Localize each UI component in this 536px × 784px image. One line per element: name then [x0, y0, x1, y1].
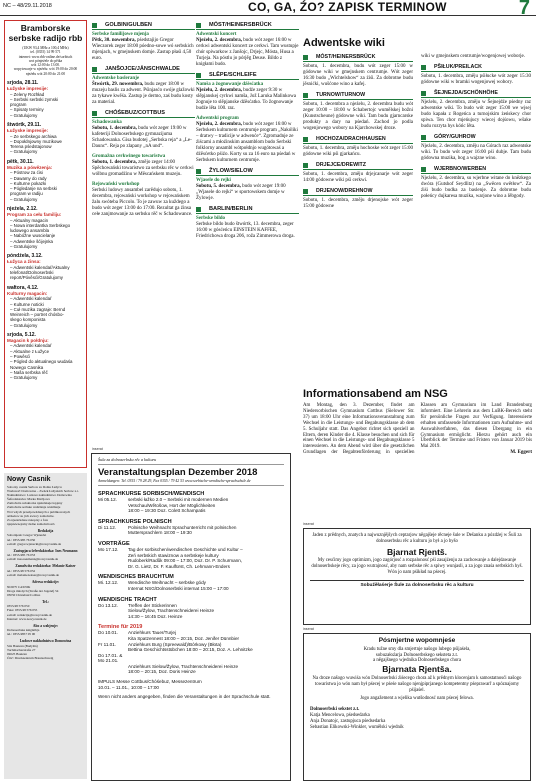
rubric-label: SLĚPE/SCHLEIFE — [209, 72, 257, 78]
plan-row-text: Anziehkurs Tauer/Turjej — [128, 630, 177, 636]
plan-row-text: Dr. G. Lietz, Dr. F. Kaulfürst, Ch. Lehmann-Enders — [128, 563, 230, 569]
rubric-marker — [196, 23, 201, 28]
impressum-line: Sobotny casnik Serbow za Dolnu Łužycu — [7, 485, 62, 489]
impressum-heading: Zamołwita redaktorka: Melanie Kaiser — [15, 564, 76, 569]
advent-rubric — [303, 162, 413, 170]
event-body: budo wót zeger 16:00 w cerkwi adwentski koncert ze cerkwi. Tam wustupje chór spiwarkow z Janšojc, Drjejc, Mósta, Husa a Turjeja. Na póstlu jo pórjěg Deuse. Bildo z knigłami budo. — [196, 38, 299, 67]
tribute-signature: Sobuźěłaśerje Šule za dolnoserbsku rěc a kulturu — [310, 580, 524, 589]
rubric-label: JANŠOJCE/JÄNSCHWALDE — [105, 66, 180, 72]
plan-row-text: Anziehkurs Burg (Spreewald)/Bórkowy (Błota) — [128, 641, 222, 647]
plan-section-heading: SPRACHKURSE SORBISCH/WENDISCH — [98, 491, 205, 497]
radio-day-program: Łužyske impresije: — [7, 86, 49, 92]
radio-day — [7, 332, 84, 381]
radio-day — [7, 206, 84, 249]
impressum-line: Wót wšych przedpowědanych a publikowanych — [7, 509, 71, 514]
plan-subtitle: Anmeldungen: Tel. 0355 / 79 28 29, Fax 0355 / 79 42 53 www.sorbische-wendische-sprachschule.de — [98, 479, 284, 486]
impressum-line: e-mail: ines.neumann@nowycasnik.de — [7, 557, 59, 562]
radio-day-item: – Ze serbskego archiwa — [10, 133, 57, 139]
plan-row-text: Bettina Geschichtsstübchen 18:00 – 20:15, Doz. A. Lehnitzke — [128, 647, 253, 653]
radio-day-item: Nowego Casnika — [10, 364, 44, 370]
event-body: Serbske bildo budo štwórtk, 13. decembra, zeger 16:00 w gósćeńcu EINSTEIN KAFFEE, Friedrichowa droga 206, roža Zimmerowa droga. — [196, 222, 295, 239]
radio-day-item: – Dawamy do rady — [10, 175, 47, 181]
event-date: Njeźelu, 2. decembra, — [196, 38, 242, 43]
advent-text: Sobotu, 1. decembra a njeźelu, 2. decembra budu wót zeger 10:00 – 18:00 w Schabertojc wumělskej božni (Kunstscheune) gódowne wiki. Tam budu gjarncarske produkty a dary na pśedań. Zachod jo podla wogenjowego wobory na Kjarchowskej droze. — [303, 102, 413, 131]
event-body: budu wót zeger 19:00 w kafeteriji Dolnoserbskego gymnazijuma Schadowanka. Gisa budotej „Serbska reja“ a „Le-Daunc“. Reja po zlapany „nA und“. — [92, 126, 192, 149]
rubric-marker — [421, 167, 426, 172]
obituary-name: Bjarnata Rjentša. — [382, 664, 452, 675]
advent-rubric — [303, 188, 413, 196]
rubric-label: WJERBNO/WERBEN — [434, 166, 487, 172]
info-signature: M. Eggert — [510, 450, 532, 456]
event-date: Sobotu, 5. decembra, — [196, 184, 241, 189]
radio-info-line: wot pónjeźele do pětka — [28, 58, 63, 63]
event-body: budźe zeger 9:30 w slěpjanskej cyrkwi namša, Jož Laruka Malinkowa žognuje to slěpjanske dźěsćatko. To žognowanje budźe lěta 100. raz. — [196, 88, 296, 111]
plan-row — [98, 586, 284, 592]
rubric-label: MÓST/HEINERSBRÜCK — [209, 22, 272, 28]
advent-heading: Adwentske wiki — [303, 37, 385, 49]
plan-row-text: Zeń serbskich stawiznow a serbskeje kultury — [128, 552, 219, 558]
info-evening-article — [303, 388, 532, 456]
radio-day-item: – Póstrow za ćisi — [10, 170, 43, 176]
impressum-line: Faks: 0355/48 576 055 — [7, 608, 38, 613]
plan-row-text: Anziehkurs Sielow/Žylow, Trachtenschneiderei Heinze — [128, 663, 239, 669]
page-header — [0, 0, 536, 19]
advent-rubric — [421, 166, 531, 174]
plan-row-date — [98, 564, 128, 570]
veranstaltungsplan-box — [91, 453, 291, 781]
impressum-line: e-mail: melanie.kaiser@nowycasnik.de — [7, 573, 60, 577]
advent-text: Sobotu, 1. decembra, budu wót zeger 15:00 w gódowne wiki w gmejnskem centrumje. Wót zeger 16:30 budo „Wichtelshow“ za źiśi. Za dobrotne budu jěsnićki, wušćone wino a kafej. — [303, 64, 413, 87]
advent-rubric — [421, 90, 531, 98]
radio-day-item: – Gratulujomy — [10, 375, 38, 381]
issue-label: NC – 48/29.11.2018 — [3, 3, 52, 9]
radio-info-line: tel. (0355) 14 99 571 — [30, 50, 61, 55]
event-text — [196, 88, 299, 112]
radio-day — [7, 159, 84, 202]
advent-text: Sobotu, 1. decembra, změju hochoske wót zeger 15:00 gódowne wiki pśi gjarkańcu. — [303, 146, 413, 157]
advent-text: Njeźelu, 2. decembra, změju w Šejnejdźe pśedny raz adwentske wiki. To budo wót zeger 15:00 we wjsej budo kapała z Rogeńca a turnojskim żeńskecy chor spiwa. Ten chor mjeńujucy wiecej dojśowu, wšake budu rozryta hys kóńc lěta. — [421, 100, 531, 129]
plan-row-date — [98, 669, 128, 675]
plan-organization: Šula za dolnoserbsku rěc a kulturu — [98, 457, 284, 465]
tribute-intro: Jaden z prědnych, znatych a najwuznjějšych ceptarjow něgajšeje rěcneje šule w Dešanku a pózdźej w Šuli za dolnoserbsku rěc a kulturu jo był a jo byšo — [312, 533, 522, 544]
plan-row-date: Do 17.01. & Mo 21.01. — [98, 652, 123, 664]
impressum-heading: Abo a wabjenje: — [32, 623, 59, 628]
plan-row-date: Mi 05.12. — [98, 497, 117, 502]
event-title: Gromažna cerkwinego towaristwa — [92, 154, 166, 159]
event-date: Sobotu, 1. decembra, — [92, 160, 137, 165]
impressum-line: NOWY CASNIK — [7, 584, 31, 589]
obituary-signer: Katja Mencelowa, pśedsedarka — [310, 712, 370, 718]
event-title: Serbske bildo — [196, 216, 226, 221]
radio-day-program: Magacin k połdnju: — [7, 337, 49, 343]
radio-day-item: – Pógled do aktualnego wudaśa — [10, 359, 73, 365]
impressum-line: 0355/48 576 050 — [7, 604, 30, 609]
info-text — [303, 403, 532, 456]
plan-row-date — [98, 586, 128, 592]
impressum-sections — [7, 529, 84, 660]
impressum-heading: Zastupjaca šefredaktorka: Ines Neumann — [13, 548, 78, 553]
impressum-line: Zamołwita redaktorka njeźelskeje łopjeny — [7, 501, 63, 506]
radio-day-item: – Adwentski kalendaŕ — [10, 296, 52, 302]
impressum-heading: Ludowe nakładnistwo Domowina — [19, 639, 72, 644]
event-title: Namša a żognowanje dźěsćatka — [196, 82, 264, 87]
event-title: Serbske familijowe mjenja — [92, 32, 149, 37]
event-date: Njeźelu, 2. decembra, — [196, 122, 242, 127]
impressum-heading: Tel.: — [42, 599, 49, 604]
impressum-line: Tuchmacherstraße 27 — [7, 648, 36, 653]
rubric-label: BARLIN/BERLIN — [209, 206, 253, 212]
rubric--ylow-sielow — [196, 168, 299, 176]
event-text — [92, 126, 195, 150]
plan-row-date: Do 13.12. — [98, 602, 118, 608]
plan-row-date — [98, 530, 128, 536]
plan-row-text: Wendische Weihnacht – serbske gódy — [128, 580, 206, 586]
radio-day-program: Łužyca a źinsa: — [7, 259, 41, 265]
obituary-title: Pósmjertne wopomnjeśe — [378, 637, 456, 644]
plan-row — [98, 614, 284, 620]
event-date: Njeźelu, 2. decembra, — [196, 88, 242, 93]
rubric-marker — [196, 207, 201, 212]
rubric-marker — [303, 137, 308, 142]
tribute-name: Bjarnat Rjentš. — [387, 546, 447, 557]
radio-day-item: – Pógledanje na serbski — [10, 186, 57, 192]
radio-day-item: – Adwentski kalendaŕ — [10, 343, 52, 349]
plan-row-date: Di 11.12. — [98, 524, 117, 530]
radio-day-item: – Gratulujomy — [10, 196, 38, 202]
rubric-label: MÓST/HEINERSBRÜCK — [316, 54, 376, 60]
event-title: Schadowanka — [92, 120, 122, 125]
radio-day — [7, 253, 84, 280]
rubric-marker — [92, 23, 97, 28]
impressum-line: Dolnoserbska knigłaŕnja — [7, 628, 40, 633]
impressum-line: e-mail: gregor.wjenecki@nowycasnik.de — [7, 541, 62, 546]
rubric-marker — [303, 55, 308, 60]
radio-day-item: report/Póvěsći/Gratulujomy — [10, 275, 63, 281]
rubric-label: TURNOW/TURNOW — [316, 92, 366, 98]
radio-day-item: Weinreich – portret chósbo- — [10, 312, 64, 318]
advent-rubric — [303, 54, 413, 62]
advent-text: Sobotu, 1. decembra, změju drjejcanarje wót zeger 14:00 gódowne wiki pśi cerkwi. — [303, 172, 413, 183]
rubric-jan-ojce-j-nschwalde — [92, 66, 195, 74]
event-body: budo wót zeger 19:00 „Wjasele do rejki“ w sportowskem domje w Žylowje. — [196, 184, 286, 201]
plan-section-heading: SPRACHKURSE POLNISCH — [98, 518, 172, 525]
radio-day-item: – Cuł muzika zagraje: Bernd — [10, 306, 66, 312]
radio-day-program: Muzika a pówězenja: — [7, 164, 53, 170]
plan-row-text: Muttersprachlern 18:00 – 19:30 — [128, 530, 192, 536]
impressum-heading: Redakcija — [37, 528, 54, 533]
plan-row-date: Fr 11.01. — [98, 641, 117, 647]
impressum-line: Za njezažadane rukopisy a fota — [7, 517, 49, 522]
radio-day — [7, 122, 84, 155]
plan-row-text: 18:00 – 20:15, Doz. Doris Heinze — [128, 669, 196, 675]
rubric-marker — [421, 65, 426, 70]
rubric-marker — [92, 111, 97, 116]
rubric-marker — [303, 163, 308, 168]
radio-day-item: – Spisaty terminy — [10, 107, 44, 113]
event-body: Serbski ludowy ansambel zarědujo sobotu, 1. decembra, rejowański workshop w rejowańskem žalu swóteba Piccolo. To je zawuw za kuždego a budo wót zeger 13:00 do 17:00. Rezultat ga źinsa cełe zanjmowanje za serbsku rěč w Schadowance. — [92, 188, 193, 217]
radio-day-item: Terena pśedstajonow — [10, 144, 52, 150]
radio-day-item: – Serbski serbski zymski — [10, 96, 59, 102]
obituary-line: Kradu tužne smy dla smjertnje našogo lubego pśijaśela, — [363, 646, 471, 652]
event-text — [196, 222, 299, 240]
radio-day — [7, 285, 84, 328]
radio-day-program: Łužyske impresije: — [7, 128, 49, 134]
radio-day — [7, 80, 84, 118]
radio-day-item: program w radiju — [10, 191, 43, 197]
plan-row — [98, 530, 284, 536]
event-title: Adwentski koncert — [196, 32, 237, 37]
radio-info-line: internet: www.rbb-online.de/sorbisch — [18, 54, 73, 59]
rubric-label: CHÓŚEBUZ/COTTBUS — [105, 110, 165, 116]
obituary-signer: Anja Donatojc, zastupjuca pśedsedarka — [310, 718, 386, 724]
plan-row-date: Mo 17.12. — [98, 546, 119, 552]
impressum-line: Internet: www.nowycasnik.de — [7, 616, 47, 621]
radio-day-program: Program za cełu familiju: — [7, 212, 62, 218]
radio-day-program: Kulturny magacin: — [7, 290, 48, 296]
radio-day-item: – Zeleny Rozhład — [10, 91, 45, 97]
plan-row-text: Internat NSG/Dolnoserbski internat 15:00 – 17:00 — [128, 585, 229, 591]
event-title: Adwentske basleranje — [92, 76, 140, 81]
plan-row-date: Mi. 12.12. — [98, 580, 119, 586]
rubric-label: DRJENOW/DREHNOW — [316, 188, 373, 194]
event-body: budu zeger 18:00 w muzeju baslis za adwent. Pśinjasćo swóje glažowki za tykawe kwěśa. Zastup je dermo, zaś budu kosty za material. — [92, 82, 195, 105]
radio-day-item: program — [10, 102, 27, 108]
plan-row-text: Sielow/Žylow, Trachtenschneiderei Heinze — [128, 608, 215, 614]
plan-row-text: Kita Spatzennest 18:00 – 20:15, Doz. Jenifer Dünnbier — [128, 635, 240, 641]
impressum-line: Droga młodych (Straße der Jugend) 54 — [7, 588, 59, 593]
event-text — [196, 38, 299, 68]
advent-column-left — [303, 54, 413, 214]
radio-day-item: – Dopołdnjowny muzikowe — [10, 138, 62, 144]
impressum-lines — [7, 485, 84, 526]
impressum-heading: Adresa redakcije: — [31, 580, 60, 585]
radio-day-date: srjoda, 5.12. — [7, 331, 36, 338]
radio-day-item: – Adwentske šćijejnka — [10, 238, 53, 244]
impressum-line: Nakładnistwo: Ludowe nakładnistwo Domowina — [7, 493, 72, 498]
plan-row — [98, 669, 284, 675]
event-date: Pětk, 30. nowembra, — [92, 38, 136, 43]
plan-row-text: Polnische Weihnacht Sprachunterricht mit polnischen — [128, 524, 237, 530]
radio-days — [7, 80, 84, 380]
plan-row-text: 14:30 – 16:45 Doz. Heinze — [128, 613, 183, 619]
radio-day-item: ludowego ansambla — [10, 228, 50, 234]
plan-row — [98, 508, 284, 514]
radio-day-item: – Adwentski kalendaŕ/Aktualny — [10, 264, 70, 270]
obituary-text-2: Jogo angažement a wjelika wutšodnosć nam pśecej felowa. — [360, 696, 474, 702]
impressum-line: Ćišć: Druckzentrum Braunschweig — [7, 656, 54, 661]
rubric-golbin-gulben — [92, 22, 195, 30]
radio-info-line: wopytowarje w njeźelu: wót 19:00 do 20:00 — [13, 67, 78, 72]
rubric-marker — [421, 91, 426, 96]
advent-rubric — [303, 136, 413, 144]
radio-info-line: (UKW 93,4 MHz a 100,4 MHz) — [22, 46, 69, 50]
plan-row — [98, 653, 284, 664]
event-body: budo wót zeger 16:00 w Serbskem kulturnem centrumje program „Nakóliki – dratwy – tradicije w adwenće“. Zgromadnje ze źiścami a młoźinskim ansamblom budo Serbski folklorny ansambl wótpołdnjo wugótowaś a dźěsćetko pśiźo. Korty su za 16 euro na pśedań w Serbskem kulturnem centrumje. — [196, 122, 298, 163]
event-date: Sobotu, 1. decembra, — [92, 126, 137, 131]
radio-day-date: štwórtk, 29.11. — [7, 122, 42, 129]
inserat-label: inserat — [92, 447, 103, 451]
impressum-line: Wudawaŕ: Domowina – Zwězk Łužyskich Serbow z.t. — [7, 489, 79, 494]
advent-markets — [303, 37, 531, 53]
advent-rubric — [303, 92, 413, 100]
obituary-ad — [303, 633, 531, 781]
impressum-line: Šefredaktorka: Marka Maćijowa — [7, 497, 50, 502]
radio-day-item: – Aktualne z Łužyce — [10, 348, 50, 354]
rubric-label: GÓRY/GUHROW — [434, 134, 476, 140]
radio-day-date: srjoda, 28.11. — [7, 80, 39, 87]
plan-section-heading: Termine für 2019 — [98, 624, 143, 631]
obituary-line: sobuzałoźarja Dolnoserbskego seksteta z.t. — [375, 652, 459, 658]
impressum-line: tel.: 0355/48 576 052 — [7, 568, 36, 573]
event-text — [92, 188, 195, 218]
plan-section-heading: VORTRÄGE — [98, 540, 130, 547]
inserat-label: inserat — [303, 522, 314, 526]
radio-day-item: – Gratulujomy — [10, 322, 38, 328]
plan-row-date — [98, 508, 128, 514]
plan-footer-dates: 10.01. – 11.01., 10:00 – 17:00 — [98, 684, 159, 690]
radio-day-item: – Powěsći — [10, 354, 31, 360]
radio-day-item: – Nowa interdantka Serbskego — [10, 222, 71, 228]
rubric-marker — [303, 189, 308, 194]
plan-footer-note: Wenn nicht anders angegeben, finden die Veranstaltungen in der Sprachschule statt. — [98, 694, 271, 700]
info-body: Am Montag, den 3. Dezember, findet am Niedersorbischen Gymnasium Cottbus (Sielower Str. 37) um 18:00 Uhr eine Informationsveranstaltung zum Wechsel in die Leistungs- und Begabungsklasse ab dem 5. Schuljahr statt. Das Angebot richtet sich speziell an Eltern, deren Kinder die 4. Klasse besuchen und sich für einen Wechsel in die Leistungs- und Begabungsklasse 5 interessieren. An dem Abend wird über die gesetzlichen Grundlagen der Begabtenförderung in speziellen Klassen am Gymnasium im Land Brandenburg informiert. Eine Lehrerin aus dem LuBK-Bereich steht für persönliche Fragen zur Verfügung. Interessierte erhalten umfassende Informationen zum Aufnahme- und Auswahlverfahren, das diesen Übergang in ein Gymnasium ermöglicht. Hierzu gehört auch ein Überblick der Termine und Fristen von Januar 2019 bis Mai 2019. — [303, 403, 532, 456]
event-text — [92, 82, 195, 106]
radio-day-item: telefonat/Dolnoserbski — [10, 270, 54, 276]
obituary-signer: Sebastian Elikowski-Winkler, wumělski wjednik — [310, 724, 404, 730]
advent-text: wiki w gmejnskem centrumje/wogenjowej woborje. — [421, 54, 526, 59]
rubric-label: PŠIŁUK/PREILACK — [434, 64, 482, 70]
tribute-ad — [303, 528, 531, 625]
info-heading: Informationsabend am NSG — [303, 388, 448, 400]
radio-day-date: pětk, 30.11. — [7, 158, 34, 165]
rubric-marker — [92, 67, 97, 72]
plan-section-heading: WENDISCHES BRAUCHTUM — [98, 574, 174, 581]
obituary-text: Na droze našogo wuwiśa wón Dolnoserbski źiśecego chora až k prědnym klocenjam k samostatnosći našogo towaristwa jo wón nam był pśecej w pśeśe našogo njenjpiprjanego kompetentny pśeprawarř a spóznajomy pśijaśel. — [312, 675, 522, 693]
event-text — [196, 184, 299, 202]
rubric-m-st-heinersbr-ck — [196, 22, 299, 30]
radio-day-date: wałtora, 4.12. — [7, 284, 39, 291]
rubric-marker — [421, 135, 426, 140]
advent-text: Njeźelu, 2. decembra, změju na Górach raz adwentske wiki. To budo wót zeger 16:00 pśi dubje. Tam budu gódowna muzika, bog a wajzne wino. — [421, 144, 531, 161]
radio-day-item: – Nabóžne wuscielanje — [10, 233, 56, 239]
impressum-line: Sobotnjesk: Gregor Wjenecki — [7, 533, 47, 538]
radio-day-date: póndźela, 3.12. — [7, 253, 43, 260]
plan-section-heading: WENDISCHE TRACHT — [98, 596, 157, 603]
advent-text: Sobotu, 1. decembra, změju pśiłucke wót zeger 15:30 gódowne wiki w bramki wogenjowej wobory. — [421, 74, 531, 85]
rubric-ch-ebuz-cottbus — [92, 110, 195, 118]
impressum-line: tel.: 0355/485 76 053 — [7, 553, 36, 558]
impressum-line: 02625 Bautzen — [7, 652, 27, 657]
advent-rubric — [421, 64, 531, 72]
plan-row-text: serbski łažko 2.0 – Serbski mit modernen Medien — [128, 497, 229, 502]
plan-row-text: 18:00 – 19:30 Doz. Colett Schampatis — [128, 508, 206, 514]
plan-row-date: Do 10.01. — [98, 630, 118, 636]
advent-rubric — [421, 134, 531, 142]
event-text — [92, 160, 195, 178]
impressum-title: Nowy Casnik — [7, 476, 51, 483]
rubric-barlin-berlin — [196, 206, 299, 214]
impressum-line: Sitz Bautzen (Budyšin) — [7, 643, 38, 648]
plan-title: Veranstaltungsplan Dezember 2018 — [98, 467, 258, 478]
radio-day-item: – Gratulujomy — [10, 149, 38, 155]
plan-row-text: Treffen der Stickerinnen — [128, 602, 177, 608]
plan-row-text: Vetschau/Wětošow, Hort der Möglichkeiten — [128, 502, 216, 508]
rubric-marker — [303, 93, 308, 98]
impressum-line: Zamołwite serbske wuźělanje wuźěłanje — [7, 505, 61, 510]
rubric-label: ŠEJNEJDA/SCHÖNHÖHE — [434, 90, 498, 96]
radio-info — [7, 46, 84, 76]
events-column-1 — [92, 22, 195, 447]
events-column-2 — [196, 22, 299, 447]
event-body: pśedstajijo Gregor Wieczorek zeger 18:00 póedno-sowe wó serbskich mjenjach, w gmejnskem domje. Zastup płaśi 4,50 euro. — [92, 38, 194, 61]
radio-day-item: – Gratulujomy — [10, 112, 38, 118]
event-body: změjo zeger 14:00 Spěchowański towaristwo za serbsku rěc w cerkwi wólbnu gromadźinu w Měscańskem muzeju. — [92, 160, 194, 177]
impressum-line: artikelow su jich awtory zamołwite. — [7, 513, 55, 518]
radio-day-item: – Kulturne noticki — [10, 301, 44, 307]
radio-day-date: njeźela, 2.12. — [7, 206, 38, 213]
event-date: Štwórtk, 29. nowembra, — [92, 82, 144, 87]
event-title: Adwentski program — [196, 116, 239, 121]
advent-text: Njeźelu, 2. decembra, su wjerbne witane do knězkego dwóra (Gutshof Seydlitz) na „Swěcen swětłow“. Za źiśi budo budka za baslenje. Za dobrotne budu połeńcy dujkaresa muzika, warjone wino a lěbgody. — [421, 176, 531, 199]
plan-row — [98, 564, 284, 570]
rubric-label: DRJEJCE/DREWITZ — [316, 162, 367, 168]
impressum-line: tel.: 0355/4857 05 00 — [7, 632, 36, 637]
obituary-line: a něgajšnego wjednika Dolnoserbskego chora — [373, 658, 461, 664]
rubric-marker — [196, 169, 201, 174]
radio-day-item: skego komponista — [10, 317, 46, 323]
page-title: CO, GA, ŹO? ZAPISK TERMINOW — [248, 0, 447, 14]
radio-program-box — [4, 20, 87, 468]
plan-sections — [98, 491, 284, 675]
tribute-text: My cesćimy jogo optimizm, jogo zagórjosć a rozpalonosć pśi zasajźenju za zachowanje a dalejdawanje dolnoserbskeje rěcy, za jogo wutrajnosć, aby nam serbske rěc a spiwy wunjasli, a za jogo znaśa serbskich hyš. Wón jo nam pśikład na pśecej. — [311, 558, 523, 575]
impressum-line: e-mail: redakcija@nowycasnik.de — [7, 612, 52, 617]
radio-day-item: – Aktualny magacin — [10, 217, 49, 223]
advent-column-right — [421, 54, 531, 204]
rubric-marker — [196, 73, 201, 78]
event-text — [196, 122, 299, 164]
inserat-label: inserat — [303, 627, 314, 631]
radio-day-item: – Kulturne pokazki — [10, 180, 47, 186]
obituary-org: Dolnoserbski sekstet z.t. — [310, 707, 360, 713]
plan-row-text: Rudoberk/Radůk 09:00 – 17:00, Doz. Dr. P. Schurmann, — [128, 558, 243, 564]
event-title: Wjasele do rejki — [196, 178, 231, 183]
event-title: Rejowański workshop — [92, 182, 140, 187]
page-number: 7 — [518, 0, 530, 19]
event-text — [92, 38, 195, 62]
plan-row-date — [98, 614, 128, 620]
radio-info-line: wót 12:00 do 13:00. — [31, 63, 60, 68]
plan-footer-venue: IMPULS Messe Cottbus/Chóśebuz, Messezentrum — [98, 679, 202, 685]
radio-day-item: – Gratulujomy — [10, 244, 38, 250]
rubric-label: HOCHOZA/DRACHHAUSEN — [316, 136, 386, 142]
rubric-label: GOLBIN/GULBEN — [105, 22, 152, 28]
radio-title: Bramborske serbske radijo rbb — [8, 23, 83, 43]
advent-text: Sobotu, 1. decembra, změju drjenojske wót zeger 15:00 gódowne — [303, 198, 413, 209]
rubric-sl-pe-schleife — [196, 72, 299, 80]
nowy-casnik-impressum — [4, 473, 87, 779]
radio-day-item: – Naša serbska rěč — [10, 369, 48, 375]
impressum-line: tel.: 0355/485 76 050 — [7, 537, 36, 542]
radio-info-line: njeźelu wót 20:00 do 21:00 — [25, 71, 66, 76]
rubric-label: ŽYLOW/SIELOW — [209, 168, 253, 174]
impressum-line: njepśewzejomy žedne zamołwitosći. — [7, 521, 56, 526]
impressum-line: 03050 Chóśebuz/Cottbus — [7, 592, 41, 597]
plan-row-text: Tag der sorbischen/wendischen Geschichte und Kultur – — [128, 546, 243, 552]
